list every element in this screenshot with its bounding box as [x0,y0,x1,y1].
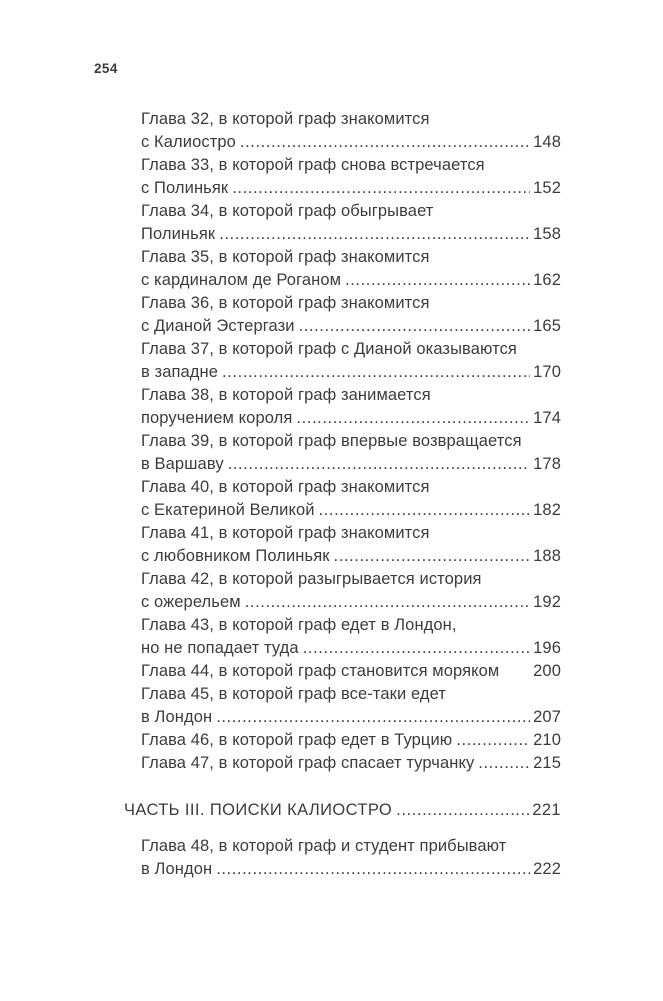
toc-entry [141,338,561,384]
dot-leader [240,131,530,154]
chapter-title: Глава 44, в которой граф становится моряком [141,662,500,680]
toc-line [141,660,561,683]
dot-leader [478,752,530,775]
dot-leader [396,799,529,822]
toc-line [141,131,561,154]
toc-entry [141,835,561,881]
chapter-title: Глава 38, в которой граф занимается [141,386,431,404]
toc-entry [141,568,561,614]
page-ref: 174 [533,409,561,427]
chapter-title-cont: но не попадает туда [141,639,299,657]
toc-line [141,752,561,775]
toc-entry [141,292,561,338]
chapter-title-cont: с кардиналом де Роганом [141,271,342,289]
chapter-title: Глава 43, в которой граф едет в Лондон, [141,616,457,634]
toc-line [141,729,561,752]
dot-leader [296,407,530,430]
dot-leader [228,453,530,476]
chapter-title-cont: с Калиостро [141,133,236,151]
toc-entry [141,752,561,775]
toc-line [141,384,561,407]
toc-entry [141,683,561,729]
page-ref: 170 [533,363,561,381]
dot-leader [245,591,530,614]
toc-line [141,108,561,131]
chapter-title: Глава 47, в которой граф спасает турчанку [141,754,475,772]
dot-leader [456,729,530,752]
table-of-contents [124,108,561,881]
toc-entry [141,384,561,430]
page-ref: 165 [533,317,561,335]
toc-entry [141,430,561,476]
toc-line [141,407,561,430]
chapter-title: Глава 35, в которой граф знакомится [141,248,430,266]
toc-entry [141,476,561,522]
page-ref: 152 [533,179,561,197]
toc-entry [141,200,561,246]
dot-leader [319,499,531,522]
dot-leader [303,637,530,660]
toc-line [141,338,561,361]
toc-line [141,200,561,223]
page-ref: 188 [533,547,561,565]
chapter-title-cont: в Лондон [141,708,213,726]
toc-line [141,430,561,453]
dot-leader [345,269,530,292]
chapter-title: Глава 37, в которой граф с Дианой оказываются [141,340,517,358]
chapter-title-cont: в Варшаву [141,455,224,473]
chapter-title: Глава 46, в которой граф едет в Турцию [141,731,453,749]
page-ref: 192 [533,593,561,611]
toc-line [141,614,561,637]
page-number: 254 [94,61,118,76]
chapter-title: Глава 34, в которой граф обыгрывает [141,202,434,220]
toc-line [124,799,561,822]
toc-line [141,476,561,499]
chapter-title-cont: Полиньяк [141,225,216,243]
chapter-title: Глава 48, в которой граф и студент прибывают [141,837,507,855]
chapter-title-cont: в западне [141,363,219,381]
chapter-title: Глава 39, в которой граф впервые возвращается [141,432,522,450]
toc-line [141,361,561,384]
chapter-title-cont: поручением короля [141,409,293,427]
page-ref: 221 [532,801,561,819]
chapter-title: Глава 32, в которой граф знакомится [141,110,430,128]
toc-line [141,453,561,476]
toc-line [141,292,561,315]
toc-entry [141,154,561,200]
chapter-title-cont: с Екатериной Великой [141,501,315,519]
chapter-title: Глава 40, в которой граф знакомится [141,478,430,496]
toc-line [141,177,561,200]
chapter-title-cont: с Полиньяк [141,179,229,197]
part-title: ЧАСТЬ III. ПОИСКИ КАЛИОСТРО [124,801,393,819]
dot-leader [219,223,530,246]
chapter-title-cont: с ожерельем [141,593,241,611]
toc-line [141,522,561,545]
page-ref: 178 [533,455,561,473]
page-ref: 158 [533,225,561,243]
page-ref: 182 [533,501,561,519]
toc-line [141,499,561,522]
toc-line [141,568,561,591]
toc-line [141,637,561,660]
dot-leader [334,545,531,568]
toc-entry [141,108,561,154]
chapter-title-cont: с любовником Полиньяк [141,547,330,565]
toc-line [141,246,561,269]
toc-entry [141,614,561,660]
page-ref: 148 [533,133,561,151]
page-ref: 210 [533,731,561,749]
dot-leader [299,315,531,338]
page-ref: 215 [533,754,561,772]
dot-leader [222,361,530,384]
toc-line [141,269,561,292]
toc-line [141,706,561,729]
part-heading [124,799,561,822]
page-ref: 162 [533,271,561,289]
chapter-title-cont: с Дианой Эстергази [141,317,295,335]
toc-line [141,591,561,614]
toc-entry [141,246,561,292]
toc-line [141,315,561,338]
page-ref: 200 [533,662,561,680]
toc-line [141,835,561,858]
toc-line [141,154,561,177]
toc-entry [141,729,561,752]
dot-leader [216,706,530,729]
chapter-title-cont: в Лондон [141,860,213,878]
toc-line [141,858,561,881]
chapter-title: Глава 45, в которой граф все-таки едет [141,685,446,703]
page-ref: 196 [533,639,561,657]
toc-entry [141,522,561,568]
toc-entry [141,660,561,683]
dot-leader [232,177,530,200]
chapter-title: Глава 42, в которой разыгрывается история [141,570,482,588]
page-ref: 222 [533,860,561,878]
toc-line [141,223,561,246]
chapter-title: Глава 41, в которой граф знакомится [141,524,430,542]
chapter-title: Глава 36, в которой граф знакомится [141,294,430,312]
toc-line [141,545,561,568]
page-ref: 207 [533,708,561,726]
dot-leader [216,858,530,881]
chapter-title: Глава 33, в которой граф снова встречается [141,156,485,174]
toc-line [141,683,561,706]
